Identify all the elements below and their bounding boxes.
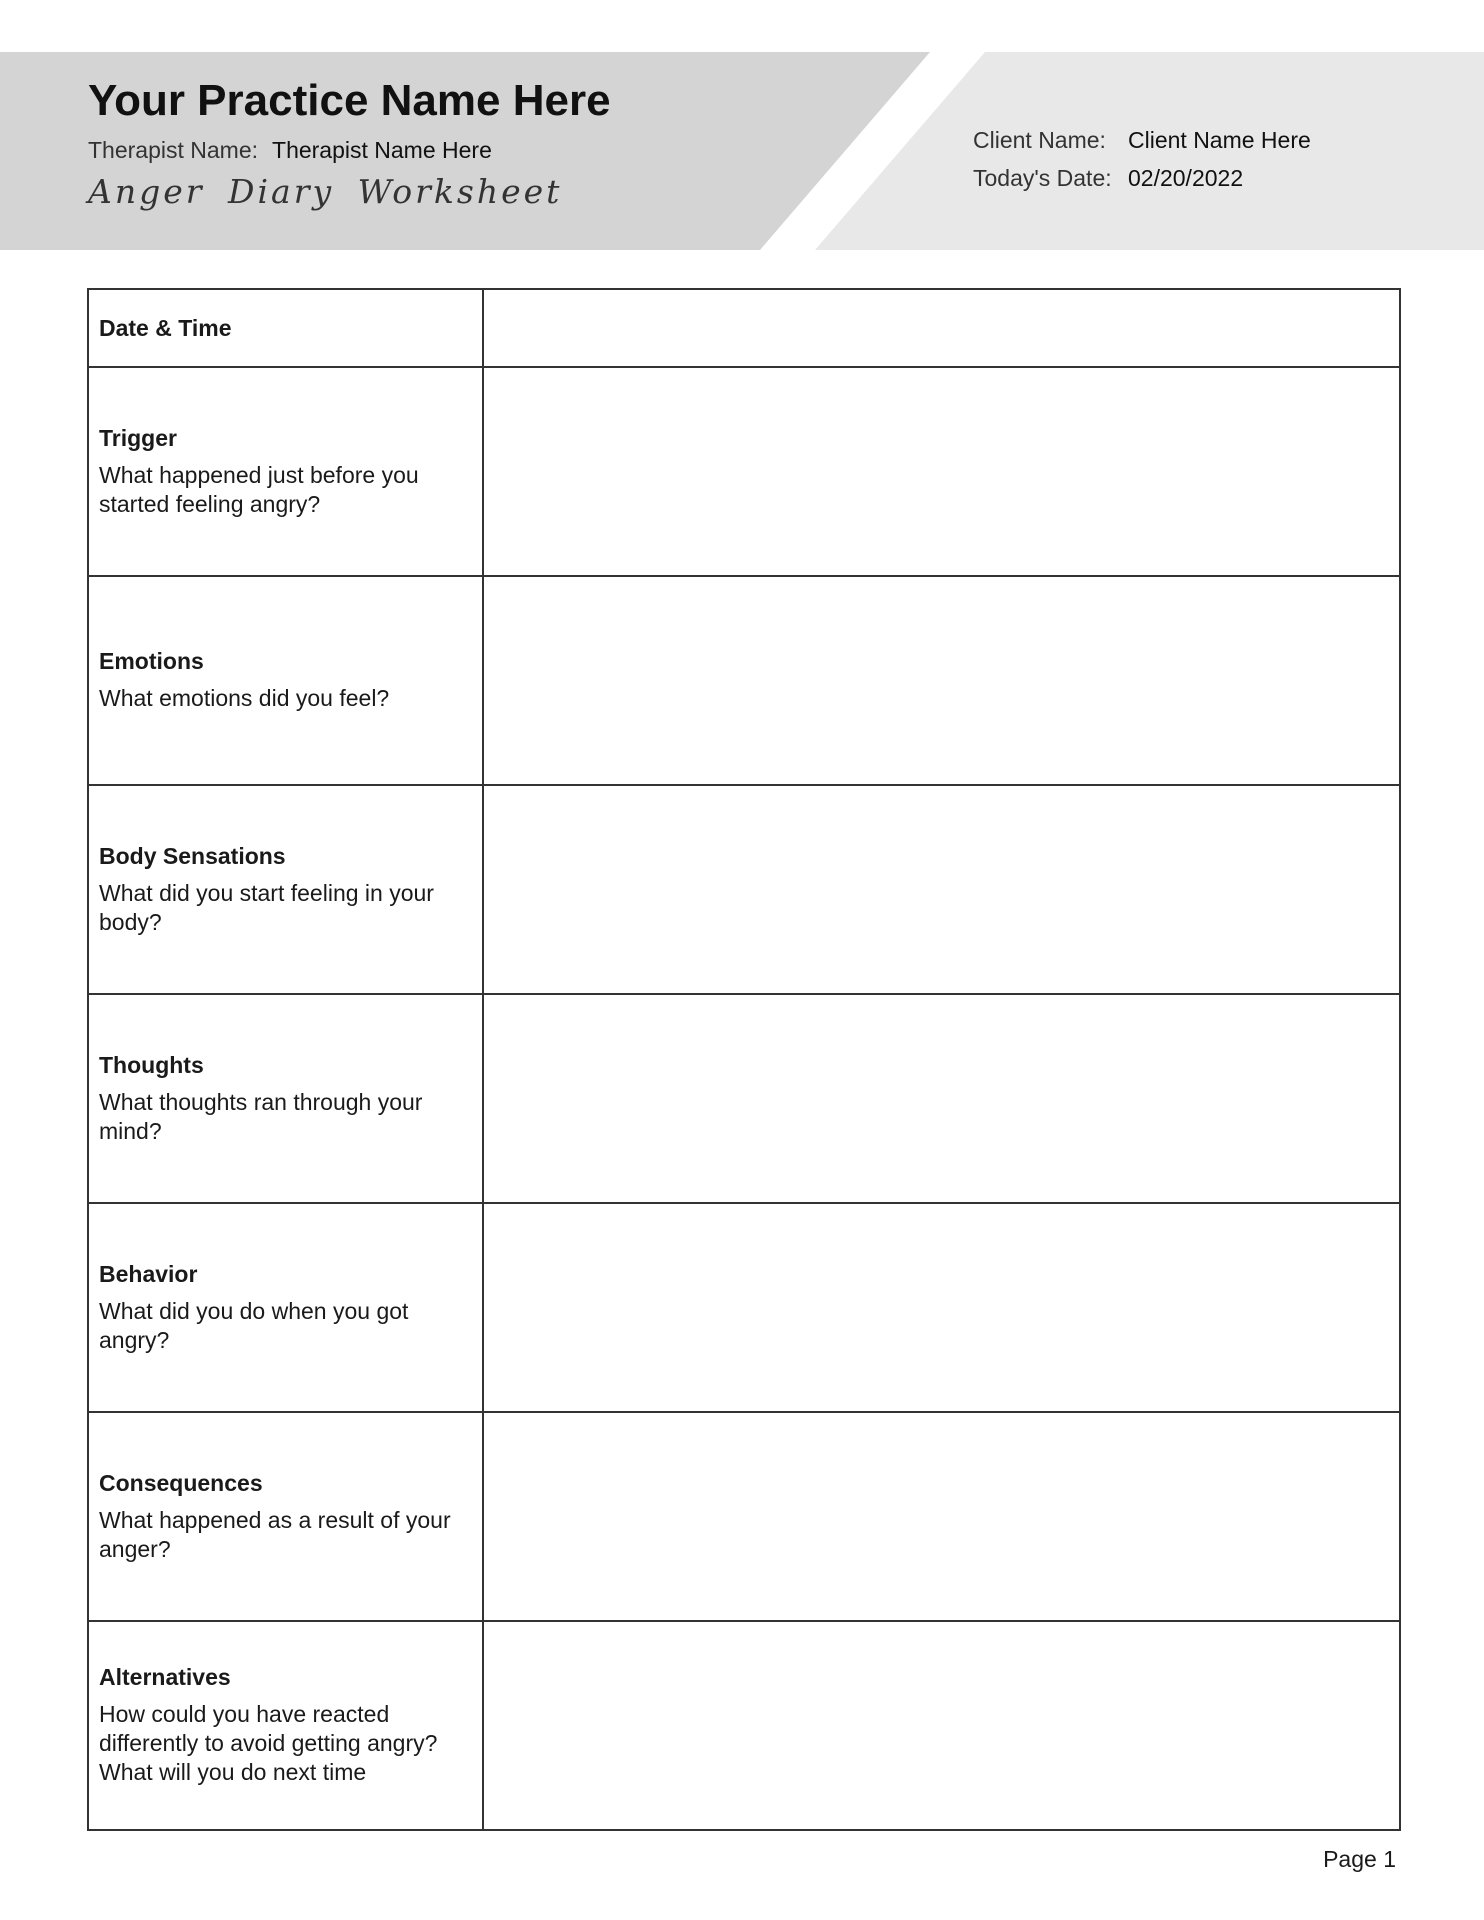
table-row	[88, 1621, 1400, 1830]
answer-cell-body-sensations[interactable]	[483, 785, 1400, 994]
row-label-behavior	[88, 1203, 483, 1412]
therapist-name-field[interactable]: Therapist Name Here	[272, 137, 492, 163]
row-label-alternatives	[88, 1621, 483, 1830]
field-title: Date & Time	[99, 314, 232, 341]
table-row	[88, 994, 1400, 1203]
practice-name: Your Practice Name Here	[88, 76, 611, 125]
date-row	[973, 163, 1311, 201]
therapist-label: Therapist Name:	[88, 137, 259, 163]
date-field[interactable]: 02/20/2022	[1128, 165, 1244, 191]
table-row	[88, 367, 1400, 576]
row-label-consequences	[88, 1412, 483, 1621]
client-name-row	[973, 125, 1311, 163]
field-description: What thoughts ran through your mind?	[99, 1088, 423, 1144]
field-title: Thoughts	[99, 1051, 204, 1078]
field-title: Consequences	[99, 1469, 263, 1496]
answer-cell-thoughts[interactable]	[483, 994, 1400, 1203]
row-label-date-time	[88, 289, 483, 367]
field-title: Behavior	[99, 1260, 198, 1287]
table-row	[88, 576, 1400, 785]
field-title: Alternatives	[99, 1664, 231, 1690]
field-description: What did you start feeling in your body?	[99, 879, 434, 935]
client-name-label: Client Name:	[973, 127, 1106, 153]
row-label-trigger	[88, 367, 483, 576]
table-row	[88, 1412, 1400, 1621]
field-description: What emotions did you feel?	[99, 685, 390, 711]
anger-diary-table	[87, 288, 1401, 1831]
field-description: How could you have reacted differently to avoid getting angry? What will you do next time	[99, 1701, 438, 1785]
answer-cell-date-time[interactable]	[483, 289, 1400, 367]
answer-cell-consequences[interactable]	[483, 1412, 1400, 1621]
answer-cell-trigger[interactable]	[483, 367, 1400, 576]
table-row	[88, 1203, 1400, 1412]
answer-cell-behavior[interactable]	[483, 1203, 1400, 1412]
worksheet-title: Anger Diary Worksheet	[88, 172, 563, 211]
field-title: Body Sensations	[99, 842, 286, 869]
field-description: What did you do when you got angry?	[99, 1297, 409, 1353]
client-name-field[interactable]: Client Name Here	[1128, 127, 1311, 153]
row-label-thoughts	[88, 994, 483, 1203]
field-title: Trigger	[99, 424, 177, 451]
date-label: Today's Date:	[973, 165, 1112, 191]
field-title: Emotions	[99, 648, 204, 674]
row-label-body-sensations	[88, 785, 483, 994]
therapist-row	[88, 137, 492, 164]
table-row	[88, 785, 1400, 994]
table-row	[88, 289, 1400, 367]
row-label-emotions	[88, 576, 483, 785]
field-description: What happened as a result of your anger?	[99, 1506, 451, 1562]
field-description: What happened just before you started feeling angry?	[99, 461, 419, 517]
client-info	[973, 125, 1311, 201]
page-number: Page 1	[1323, 1846, 1396, 1872]
answer-cell-emotions[interactable]	[483, 576, 1400, 785]
answer-cell-alternatives[interactable]	[483, 1621, 1400, 1830]
